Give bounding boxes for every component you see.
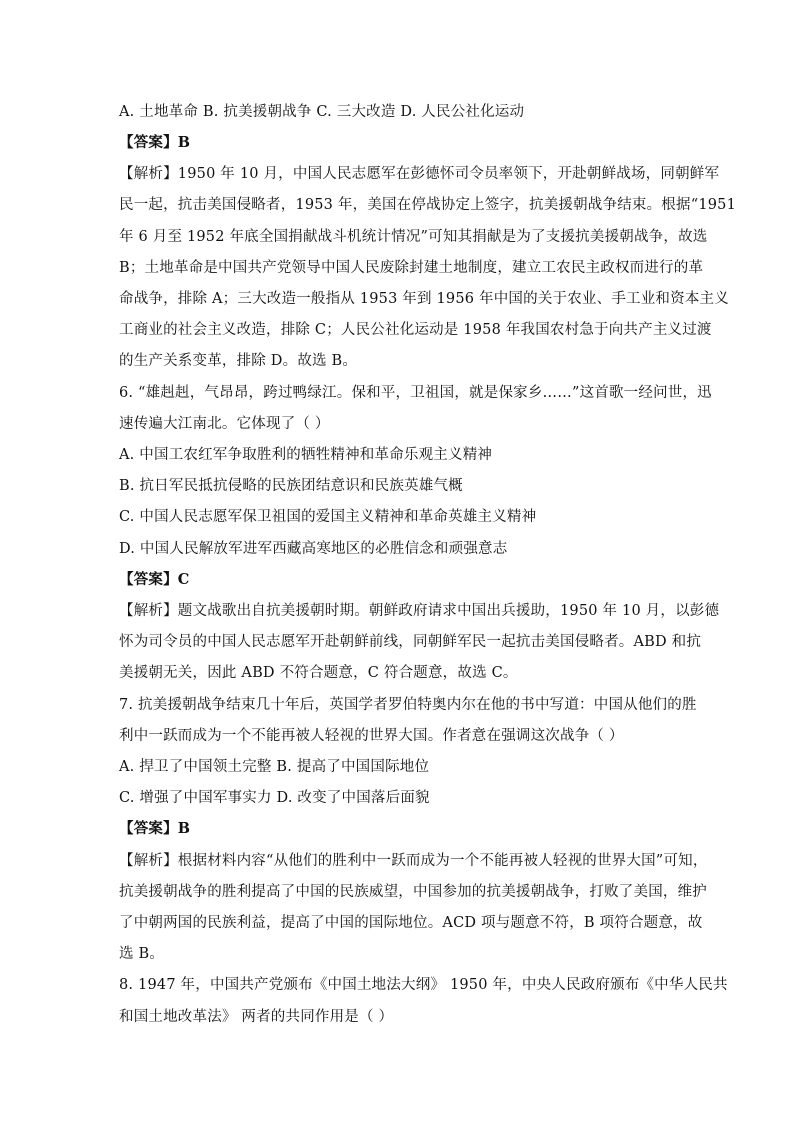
q6-analysis-line-1: 【解析】题文战歌出自抗美援朝时期。朝鲜政府请求中国出兵援助，1950 年 10 月，以彭德 [119, 603, 720, 619]
q6-option-d: D. 中国人民解放军进军西藏高寒地区的必胜信念和顽强意志 [119, 541, 508, 557]
q8-stem-line-1: 8. 1947 年，中国共产党颁布《中国土地法大纲》 1950 年，中央人民政府颁布《中华人民共 [119, 977, 728, 993]
q7-options-cd: C. 增强了中国军事实力 D. 改变了中国落后面貌 [119, 790, 430, 806]
q5-analysis-line-1: 【解析】1950 年 10 月，中国人民志愿军在彭德怀司令员率领下，开赴朝鲜战场，同朝鲜军 [119, 166, 720, 182]
q5-options: A. 土地革命 B. 抗美援朝战争 C. 三大改造 D. 人民公社化运动 [119, 104, 525, 120]
q8-stem-line-2: 和国土地改革法》 两者的共同作用是（ ） [119, 1009, 394, 1025]
q7-stem-line-2: 利中一跃而成为一个不能再被人轻视的世界大国。作者意在强调这次战争（ ） [119, 728, 624, 744]
q5-answer: 【答案】B [119, 134, 191, 151]
q5-analysis-line-6: 工商业的社会主义改造，排除 C；人民公社化运动是 1958 年我国农村急于向共产主义过渡 [119, 322, 712, 338]
q5-analysis-line-4: B；土地革命是中国共产党领导中国人民废除封建土地制度，建立工农民主政权而进行的革 [119, 260, 704, 276]
q5-analysis-line-3: 年 6 月至 1952 年底全国捐献战斗机统计情况”可知其捐献是为了支援抗美援朝战争，故选 [119, 229, 708, 245]
q6-option-a: A. 中国工农红军争取胜利的牺牲精神和革命乐观主义精神 [119, 447, 493, 463]
q6-analysis-line-2: 怀为司令员的中国人民志愿军开赴朝鲜前线，同朝鲜军民一起抗击美国侵略者。ABD 和抗 [119, 634, 702, 650]
q7-answer: 【答案】B [119, 820, 191, 837]
q6-answer: 【答案】C [119, 571, 190, 588]
q7-analysis-line-3: 了中朝两国的民族利益，提高了中国的国际地位。ACD 项与题意不符，B 项符合题意，故 [119, 915, 703, 931]
q5-analysis-line-5: 命战争，排除 A；三大改造一般指从 1953 年到 1956 年中国的关于农业、手工业和资本主义 [119, 291, 729, 307]
q7-analysis-line-4: 选 B。 [119, 946, 165, 962]
q6-analysis-line-3: 美援朝无关，因此 ABD 不符合题意，C 符合题意，故选 C。 [119, 665, 518, 681]
q6-option-b: B. 抗日军民抵抗侵略的民族团结意识和民族英雄气概 [119, 478, 463, 494]
q7-analysis-line-1: 【解析】根据材料内容“从他们的胜利中一跃而成为一个不能再被人轻视的世界大国”可知， [119, 853, 708, 869]
q7-analysis-line-2: 抗美援朝战争的胜利提高了中国的民族威望，中国参加的抗美援朝战争，打败了美国，维护 [119, 884, 707, 900]
q5-analysis-line-2: 民一起，抗击美国侵略者，1953 年，美国在停战协定上签字，抗美援朝战争结束。根据“1951 [119, 197, 737, 213]
q6-stem-line-1: 6. “雄赳赳，气昂昂，跨过鸭绿江。保和平，卫祖国，就是保家乡……”这首歌一经问世，迅 [119, 385, 712, 401]
q5-analysis-line-7: 的生产关系变革，排除 D。故选 B。 [119, 353, 358, 369]
q6-option-c: C. 中国人民志愿军保卫祖国的爱国主义精神和革命英雄主义精神 [119, 509, 537, 525]
q6-stem-line-2: 速传遍大江南北。它体现了（ ） [119, 416, 330, 432]
q7-options-ab: A. 捍卫了中国领土完整 B. 提高了中国国际地位 [119, 759, 430, 775]
q7-stem-line-1: 7. 抗美援朝战争结束几十年后，英国学者罗伯特奥内尔在他的书中写道：中国从他们的胜 [119, 697, 697, 713]
